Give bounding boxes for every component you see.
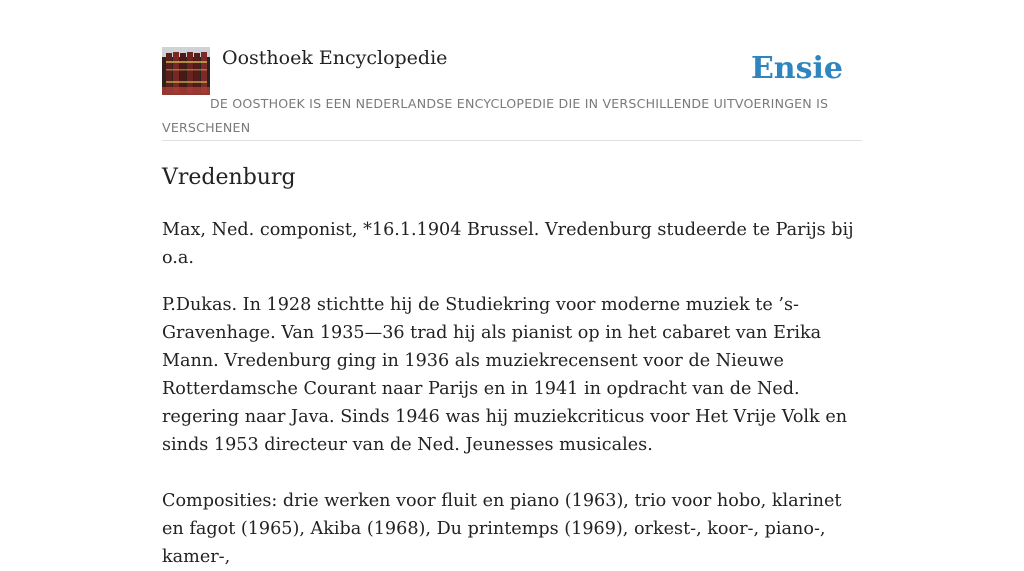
article-title: Vredenburg bbox=[162, 165, 296, 190]
article-paragraph: Max, Ned. componist, *16.1.1904 Brussel. Vredenburg studeerde te Parijs bij o.a. bbox=[162, 220, 854, 268]
site-header bbox=[162, 46, 862, 141]
site-title[interactable]: Oosthoek Encyclopedie bbox=[222, 47, 448, 69]
article-paragraph: P.Dukas. In 1928 stichtte hij de Studiekring voor moderne muziek te ’s-Gravenhage. Van 1935—36 trad hij als pianist op in het cabaret van Erika Mann. Vredenburg ging in 1936 als muziekrecensent voor de Nieuwe Rotterdamsche Courant naar Parijs en in 1941 in opdracht van de Ned. regering naar Java. Sinds 1946 was hij muziekcriticus voor Het Vrije Volk en sinds 1953 directeur van de Ned. Jeunesses musicales. Composities: drie werken voor fluit en piano (1963), trio voor hobo, klarinet en fagot (1965), Akiba (1968), Du printemps (1969), orkest-, koor-, piano-, kamer-, bbox=[162, 295, 848, 567]
article bbox=[162, 160, 862, 571]
site-tagline: DE OOSTHOEK IS EEN NEDERLANDSE ENCYCLOPEDIE DIE IN VERSCHILLENDE UITVOERINGEN IS VERSCHENEN bbox=[162, 96, 829, 135]
brand-logo[interactable]: Ensie bbox=[750, 51, 843, 86]
encyclopedia-books-icon[interactable] bbox=[162, 47, 210, 95]
